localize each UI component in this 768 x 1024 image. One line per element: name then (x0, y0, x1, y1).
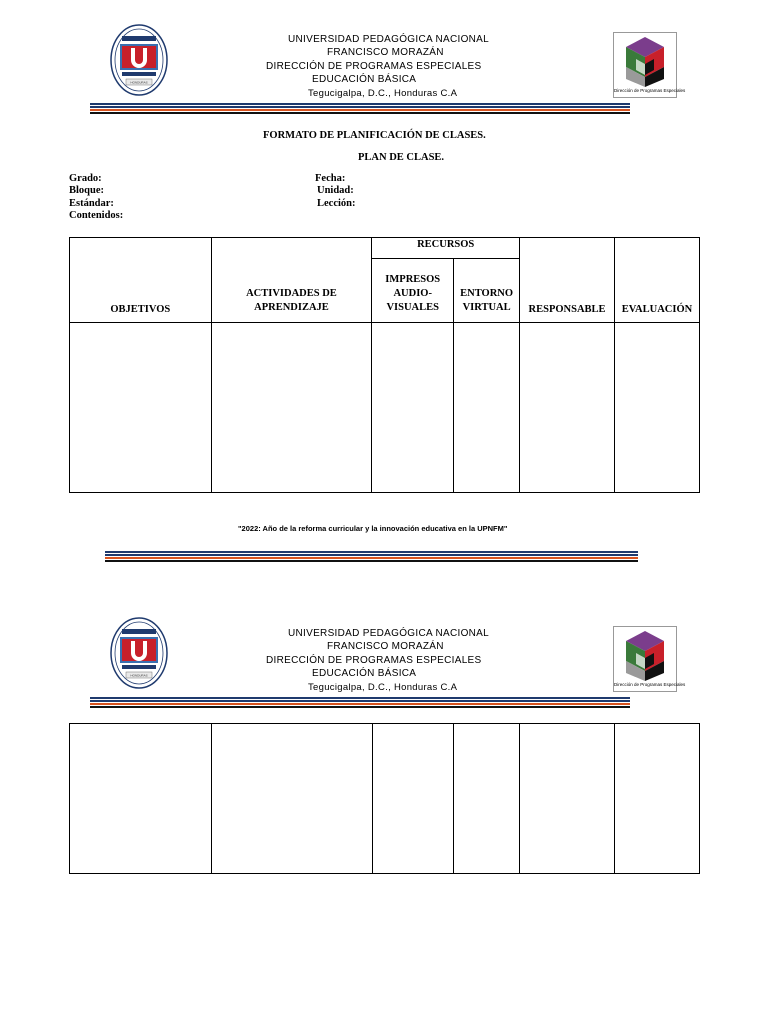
field-grado: Grado: (69, 173, 102, 184)
header-stripe (90, 697, 630, 708)
header-evaluacion: EVALUACIÓN (615, 238, 700, 323)
continuation-table (69, 723, 700, 874)
cell-responsable[interactable] (520, 724, 615, 874)
seal-text: HONDURAS (130, 80, 148, 85)
field-contenidos: Contenidos: (69, 210, 124, 221)
cell-objetivos[interactable] (70, 724, 212, 874)
header-recursos: RECURSOS (372, 238, 520, 259)
cell-responsable[interactable] (520, 323, 615, 493)
header-university: UNIVERSIDAD PEDAGÓGICA NACIONAL (288, 34, 490, 45)
header-stripe (90, 103, 630, 114)
upnfm-seal-icon (110, 24, 168, 96)
field-estandar: Estándar: (69, 198, 114, 209)
footer-stripe (105, 551, 638, 562)
dpe-logo-caption: Dirección de Programas Especiales (614, 682, 686, 687)
cell-entorno[interactable] (454, 724, 520, 874)
header-program: EDUCACIÓN BÁSICA (312, 668, 417, 679)
header-university: UNIVERSIDAD PEDAGÓGICA NACIONAL (288, 628, 490, 639)
field-bloque: Bloque: (69, 185, 105, 196)
seal-text: HONDURAS (130, 673, 148, 678)
field-leccion: Lección: (317, 198, 356, 209)
header-direction: DIRECCIÓN DE PROGRAMAS ESPECIALES (266, 655, 482, 666)
upnfm-seal-icon (110, 617, 168, 689)
header-entorno: ENTORNO VIRTUAL (454, 259, 520, 323)
table-row (70, 724, 700, 874)
header-objetivos: OBJETIVOS (70, 238, 212, 323)
cell-objetivos[interactable] (70, 323, 212, 493)
cell-actividades[interactable] (211, 323, 372, 493)
cell-evaluacion[interactable] (615, 724, 700, 874)
field-unidad: Unidad: (317, 185, 354, 196)
footer-motto: "2022: Año de la reforma curricular y la innovación educativa en la UPNFM" (238, 524, 508, 533)
header-name: FRANCISCO MORAZÁN (327, 47, 444, 58)
cell-evaluacion[interactable] (615, 323, 700, 493)
cell-entorno[interactable] (454, 323, 520, 493)
header-name: FRANCISCO MORAZÁN (327, 641, 444, 652)
cell-actividades[interactable] (211, 724, 372, 874)
cell-impresos[interactable] (372, 323, 454, 493)
document-subtitle: PLAN DE CLASE. (358, 152, 445, 163)
header-location: Tegucigalpa, D.C., Honduras C.A (308, 88, 458, 99)
dpe-logo-caption: Dirección de Programas Especiales (614, 88, 686, 93)
cell-impresos[interactable] (372, 724, 454, 874)
header-location: Tegucigalpa, D.C., Honduras C.A (308, 682, 458, 693)
header-responsable: RESPONSABLE (520, 238, 615, 323)
field-fecha: Fecha: (315, 173, 346, 184)
table-row (70, 323, 700, 493)
header-direction: DIRECCIÓN DE PROGRAMAS ESPECIALES (266, 61, 482, 72)
planning-table (69, 237, 700, 493)
document-title: FORMATO DE PLANIFICACIÓN DE CLASES. (263, 130, 486, 141)
header-program: EDUCACIÓN BÁSICA (312, 74, 417, 85)
header-actividades: ACTIVIDADES DE APRENDIZAJE (211, 238, 372, 323)
header-impresos: IMPRESOS AUDIO- VISUALES (372, 259, 454, 323)
